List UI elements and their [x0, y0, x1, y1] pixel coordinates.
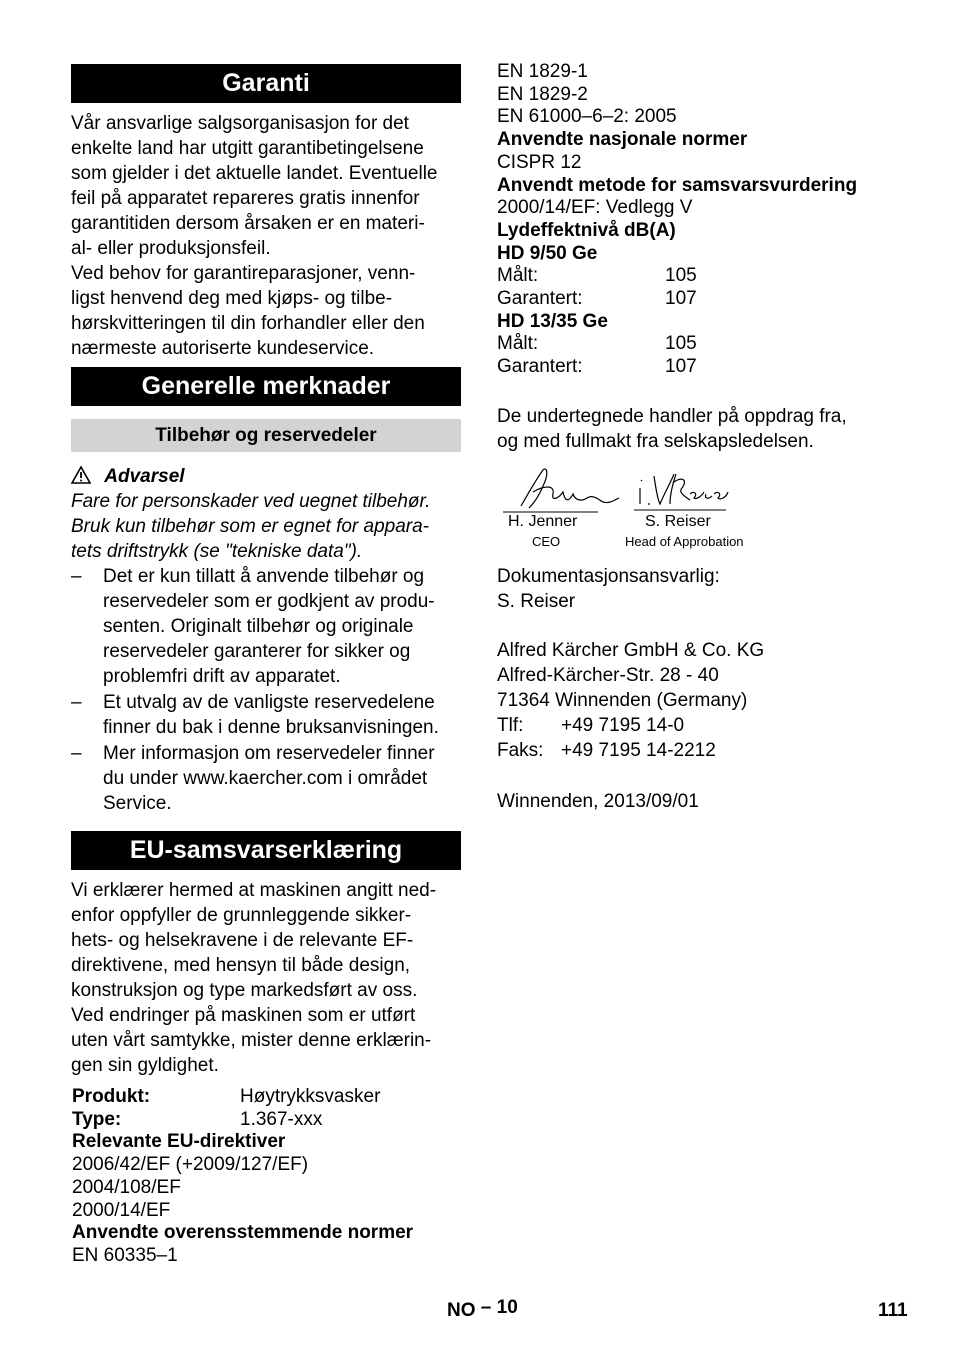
norm-item: EN 1829-2: [497, 83, 588, 105]
text-line: garantitiden dersom årsaken er en materi-: [71, 213, 425, 234]
direktiv-item: 2006/42/EF (+2009/127/EF): [72, 1154, 309, 1176]
garantert-label: Garantert:: [497, 288, 583, 310]
maalt-value: 105: [665, 333, 697, 355]
warning-block: [71, 464, 461, 817]
garantert-label: Garantert:: [497, 356, 583, 378]
right-norms-block: [497, 61, 917, 379]
maalt-value: 105: [665, 265, 697, 287]
metode-heading: Anvendt metode for samsvarsvurdering: [497, 174, 858, 196]
produkt-label: Produkt:: [72, 1086, 151, 1107]
nasjonale-value: CISPR 12: [497, 151, 582, 173]
faks-value: +49 7195 14-2212: [561, 740, 716, 761]
garantert-value: 107: [665, 288, 697, 310]
signer-role: Head of Approbation: [625, 534, 744, 549]
type-value: 1.367-xxx: [240, 1108, 323, 1130]
text-line: du under www.kaercher.com i området: [103, 768, 428, 789]
eu-para: [71, 878, 461, 1078]
text-line: som gjelder i det aktuelle landet. Eventuelle: [71, 163, 438, 184]
company-block: [497, 638, 917, 763]
undertegnede-para: [497, 404, 917, 454]
signer-name: H. Jenner: [508, 513, 578, 530]
tlf-value: +49 7195 14-0: [561, 715, 685, 736]
text-line: gen sin gyldighet.: [71, 1055, 219, 1076]
lyd-heading: Lydeffektnivå dB(A): [497, 219, 676, 241]
list-item: [71, 690, 461, 740]
text-line: senten. Originalt tilbehør og originale: [103, 616, 414, 637]
text-line: tets driftstrykk (se "tekniske data").: [71, 541, 363, 562]
garanti-title: Garanti: [222, 69, 310, 97]
text-line: uten vårt samtykke, mister denne erklærin-: [71, 1030, 432, 1051]
dok-label: Dokumentasjonsansvarlig:: [497, 566, 720, 587]
signature-reiser: [632, 466, 732, 514]
text-line: konstruksjon og type markedsført av oss.: [71, 980, 418, 1001]
text-line: nærmeste autoriserte kundeservice.: [71, 338, 375, 359]
text-line: finner du bak i denne bruksanvisningen.: [103, 717, 439, 738]
text-line: al- eller produksjonsfeil.: [71, 238, 271, 259]
text-line: Et utvalg av de vanligste reservedelene: [103, 692, 435, 713]
footer-local-page: 10: [496, 1297, 518, 1318]
direktiver-heading: Relevante EU-direktiver: [72, 1131, 286, 1153]
garanti-para-2: [71, 261, 461, 361]
model-name: HD 9/50 Ge: [497, 242, 598, 264]
garanti-para-1: [71, 111, 461, 261]
text-line: Vår ansvarlige salgsorganisasjon for det: [71, 113, 409, 134]
warning-label: Advarsel: [104, 466, 185, 487]
list-item: [71, 741, 461, 816]
text-line: direktivene, med hensyn til både design,: [71, 955, 411, 976]
text-line: De undertegnede handler på oppdrag fra,: [497, 406, 847, 427]
text-line: Mer informasjon om reservedeler finner: [103, 743, 435, 764]
tilbehor-subheading: [71, 419, 461, 452]
maalt-label: Målt:: [497, 333, 539, 355]
dash-bullet: –: [71, 566, 82, 587]
model-name: HD 13/35 Ge: [497, 310, 608, 332]
type-label: Type:: [72, 1108, 122, 1130]
faks-label: Faks:: [497, 740, 544, 761]
signer-role: CEO: [532, 534, 561, 549]
company-line: 71364 Winnenden (Germany): [497, 690, 748, 711]
text-line: problemfri drift av apparatet.: [103, 666, 341, 687]
signer-name: S. Reiser: [645, 513, 711, 530]
warning-text: [71, 489, 461, 564]
text-line: Ved endringer på maskinen som er utført: [71, 1005, 416, 1026]
normer-heading: Anvendte overensstemmende normer: [72, 1222, 414, 1244]
footer-sep: –: [480, 1297, 492, 1318]
produkt-value: Høytrykksvasker: [240, 1086, 381, 1107]
text-line: Fare for personskader ved uegnet tilbehør.: [71, 491, 431, 512]
text-line: feil på apparatet repareres gratis innenfor: [71, 188, 420, 209]
nasjonale-heading: Anvendte nasjonale normer: [497, 129, 748, 151]
dok-block: [497, 564, 917, 614]
metode-value: 2000/14/EF: Vedlegg V: [497, 197, 693, 219]
text-line: enfor oppfyller de grunnleggende sikker-: [71, 905, 412, 926]
text-line: Det er kun tillatt å anvende tilbehør og: [103, 566, 425, 587]
text-line: hets- og helsekravene i de relevante EF-: [71, 930, 414, 951]
warning-triangle-icon: [71, 466, 91, 484]
text-line: reservedeler som er godkjent av produ-: [103, 591, 435, 612]
text-line: Vi erklærer hermed at maskinen angitt ned-: [71, 880, 437, 901]
dok-name: S. Reiser: [497, 591, 576, 612]
footer-lang: NO: [447, 1300, 476, 1321]
text-line: enkelte land har utgitt garantibetingelsene: [71, 138, 424, 159]
generelle-heading: [71, 367, 461, 406]
text-line: og med fullmakt fra selskapsledelsen.: [497, 431, 814, 452]
company-line: Alfred Kärcher GmbH & Co. KG: [497, 640, 765, 661]
generelle-title: Generelle merknader: [141, 372, 391, 400]
norm-item: EN 1829-1: [497, 61, 588, 82]
direktiv-item: 2004/108/EF: [72, 1176, 181, 1198]
dash-bullet: –: [71, 743, 82, 764]
tilbehor-list: [71, 564, 461, 816]
text-line: hørskvitteringen til din forhandler eller den: [71, 313, 425, 334]
tilbehor-subtitle: Tilbehør og reservedeler: [155, 425, 377, 446]
place-date: Winnenden, 2013/09/01: [497, 791, 699, 812]
eu-title: EU-samsvarserklæring: [129, 836, 403, 864]
direktiv-item: 2000/14/EF: [72, 1199, 171, 1221]
footer-page-marker: [447, 1297, 518, 1319]
warning-label-row: [71, 464, 461, 489]
eu-body: [71, 878, 461, 1078]
norm-item: EN 61000–6–2: 2005: [497, 106, 677, 128]
tlf-label: Tlf:: [497, 715, 524, 736]
text-line: Service.: [103, 793, 172, 814]
garantert-value: 107: [665, 356, 697, 378]
text-line: Ved behov for garantireparasjoner, venn-: [71, 263, 416, 284]
garanti-heading: [71, 64, 461, 103]
eu-heading: [71, 831, 461, 870]
text-line: reservedeler garanterer for sikker og: [103, 641, 411, 662]
norm-item: EN 60335–1: [72, 1244, 178, 1266]
product-table: [72, 1086, 462, 1268]
page-number: 111: [878, 1300, 908, 1321]
signature-jenner: [503, 462, 623, 517]
text-line: ligst henvend deg med kjøps- og tilbe-: [71, 288, 393, 309]
garanti-body: [71, 111, 461, 361]
maalt-label: Målt:: [497, 265, 539, 287]
company-line: Alfred-Kärcher-Str. 28 - 40: [497, 665, 719, 686]
list-item: [71, 564, 461, 689]
text-line: Bruk kun tilbehør som er egnet for appara-: [71, 516, 430, 537]
dash-bullet: –: [71, 692, 82, 713]
